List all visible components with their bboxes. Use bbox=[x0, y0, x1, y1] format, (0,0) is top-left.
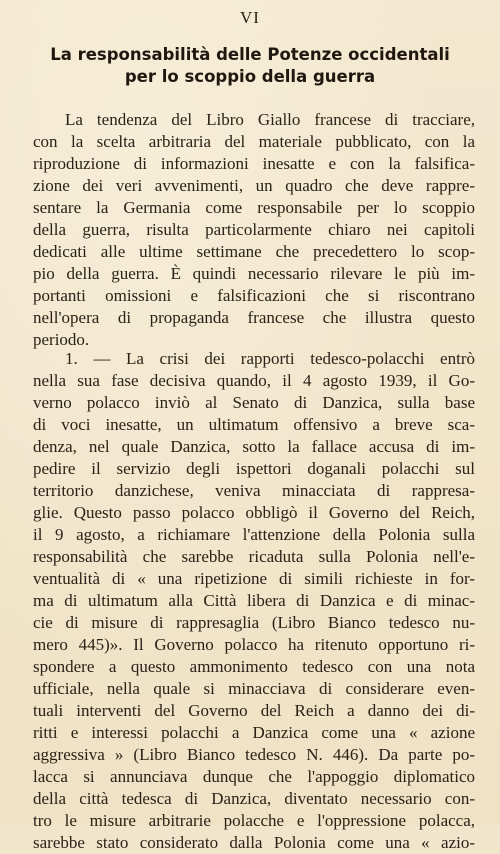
text-line: spondere a questo ammonimento tedesco con una nota bbox=[33, 657, 475, 676]
text-line: tuali interventi del Governo del Reich a danno dei di- bbox=[33, 701, 475, 720]
text-line: ritti e interessi polacchi a Danzica come una « azione bbox=[33, 723, 475, 742]
text-line: nell'opera di propaganda francese che illustra questo bbox=[33, 308, 475, 327]
text-line: periodo. bbox=[33, 330, 90, 349]
chapter-title-line: per lo scoppio della guerra bbox=[124, 67, 376, 86]
text-line: riproduzione di informazioni inesatte e con la falsifica- bbox=[33, 154, 475, 173]
text-line: 1. — La crisi dei rapporti tedesco-polacchi entrò bbox=[65, 349, 475, 368]
text-line: mero 445)». Il Governo polacco ha ritenuto opportuno ri- bbox=[33, 635, 475, 654]
text-line: lacca si annunciava dunque che l'appoggio diplomatico bbox=[33, 767, 475, 786]
text-line: territorio danzichese, veniva minacciata di rappresa- bbox=[33, 481, 475, 500]
text-line: portanti omissioni e falsificazioni che si riscontrano bbox=[33, 286, 475, 305]
text-line: tro le misure arbitrarie polacche e l'oppressione polacca, bbox=[33, 811, 475, 830]
text-line: pio della guerra. È quindi necessario rilevare le più im- bbox=[33, 264, 475, 283]
text-line: glie. Questo passo polacco obbligò il Governo del Reich, bbox=[33, 503, 475, 522]
text-line: della città tedesca di Danzica, diventato necessario con- bbox=[33, 789, 475, 808]
chapter-title bbox=[40, 44, 460, 88]
chapter-number: VI bbox=[240, 8, 260, 27]
text-line: nella sua fase decisiva quando, il 4 agosto 1939, il Go- bbox=[33, 371, 475, 390]
text-line: verno polacco inviò al Senato di Danzica, sulla base bbox=[33, 393, 475, 412]
paragraph-section-1 bbox=[33, 348, 475, 854]
text-line: il 9 agosto, a richiamare l'attenzione della Polonia sulla bbox=[33, 525, 475, 544]
text-line: La tendenza del Libro Giallo francese di tracciare, bbox=[65, 110, 475, 129]
text-line: ma di ultimatum alla Città libera di Danzica e di minac- bbox=[33, 591, 475, 610]
text-line: zione dei veri avvenimenti, un quadro che deve rappre- bbox=[33, 176, 475, 195]
text-line: pedire il servizio degli ispettori doganali polacchi sul bbox=[33, 459, 475, 478]
text-line: sarebbe stato considerato dalla Polonia come una « azio- bbox=[33, 833, 475, 852]
text-line: cie di misure di rappresaglia (Libro Bianco tedesco nu- bbox=[33, 613, 475, 632]
chapter-title-line: La responsabilità delle Potenze occidentali bbox=[50, 45, 450, 64]
text-line: della guerra, risulta particolarmente chiaro nei capitoli bbox=[33, 220, 475, 239]
text-line: responsabilità che sarebbe ricaduta sulla Polonia nell'e- bbox=[33, 547, 475, 566]
paragraph-intro bbox=[33, 109, 475, 351]
text-line: con la scelta arbitraria del materiale pubblicato, con la bbox=[33, 132, 475, 151]
text-line: ventualità di « una ripetizione di simili richieste in for- bbox=[33, 569, 475, 588]
text-line: ufficiale, nella quale si minacciava di considerare even- bbox=[33, 679, 475, 698]
text-line: denza, nel quale Danzica, sotto la fallace accusa di im- bbox=[33, 437, 475, 456]
text-line: sentare la Germania come responsabile per lo scoppio bbox=[33, 198, 475, 217]
text-line: aggressiva » (Libro Bianco tedesco N. 446). Da parte po- bbox=[33, 745, 475, 764]
text-line: dedicati alle ultime settimane che precedettero lo scop- bbox=[33, 242, 475, 261]
text-line: di voci inesatte, un ultimatum offensivo a breve sca- bbox=[33, 415, 475, 434]
